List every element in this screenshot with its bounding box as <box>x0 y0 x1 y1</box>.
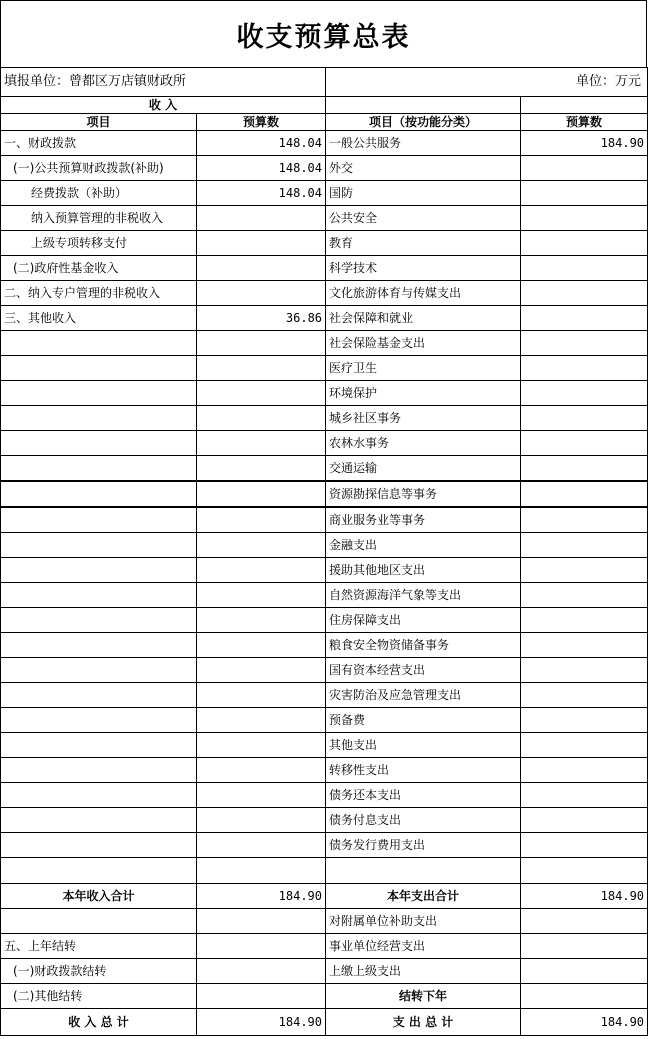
income-grand-total-label: 收 入 总 计 <box>1 1009 197 1036</box>
expense-item-value <box>521 206 648 231</box>
empty-cell <box>197 381 326 406</box>
empty-cell <box>197 858 326 884</box>
empty-cell <box>1 406 197 431</box>
table-row <box>1 431 648 456</box>
expense-total-label: 本年支出合计 <box>326 884 521 909</box>
expense-grand-total-label: 支 出 总 计 <box>326 1009 521 1036</box>
expense-item-value <box>521 281 648 306</box>
expense-item-label: 援助其他地区支出 <box>326 558 521 583</box>
expense-item-value <box>521 306 648 331</box>
expense-item-label: 商业服务业等事务 <box>326 507 521 533</box>
empty-cell <box>197 909 326 934</box>
table-row <box>1 306 648 331</box>
empty-cell <box>1 858 197 884</box>
empty-cell <box>197 507 326 533</box>
empty-cell <box>326 858 521 884</box>
empty-cell <box>197 406 326 431</box>
col-header-amount-right: 预算数 <box>521 114 648 131</box>
table-row <box>1 909 648 934</box>
income-item-value <box>197 256 326 281</box>
expense-extra-label: 事业单位经营支出 <box>326 934 521 959</box>
empty-cell <box>1 658 197 683</box>
empty-cell <box>521 909 648 934</box>
empty-cell <box>197 533 326 558</box>
empty-cell <box>197 733 326 758</box>
empty-cell <box>1 608 197 633</box>
empty-cell <box>1 456 197 482</box>
table-row <box>1 733 648 758</box>
table-row <box>1 281 648 306</box>
table-row <box>1 156 648 181</box>
income-section-header: 收 入 <box>1 97 326 114</box>
table-row <box>1 558 648 583</box>
table-row <box>1 507 648 533</box>
expense-item-label: 债务付息支出 <box>326 808 521 833</box>
empty-cell <box>197 658 326 683</box>
table-row <box>1 206 648 231</box>
empty-cell <box>197 633 326 658</box>
expense-item-value <box>521 558 648 583</box>
empty-cell <box>326 97 521 114</box>
expense-item-value <box>521 331 648 356</box>
empty-cell <box>197 683 326 708</box>
table-row <box>1 608 648 633</box>
empty-cell <box>1 431 197 456</box>
expense-item-label: 社会保障和就业 <box>326 306 521 331</box>
expense-item-label: 粮食安全物资储备事务 <box>326 633 521 658</box>
expense-item-value <box>521 758 648 783</box>
income-item-label: (一)公共预算财政拨款(补助) <box>1 156 197 181</box>
income-total-label: 本年收入合计 <box>1 884 197 909</box>
income-item-value: 148.04 <box>197 156 326 181</box>
empty-cell <box>197 431 326 456</box>
empty-cell <box>1 558 197 583</box>
table-row <box>1 381 648 406</box>
expense-item-value <box>521 231 648 256</box>
table-row <box>1 231 648 256</box>
empty-cell <box>197 758 326 783</box>
page-title: 收支预算总表 <box>0 0 647 67</box>
expense-item-label: 农林水事务 <box>326 431 521 456</box>
carryover-label <box>1 909 197 934</box>
expense-item-value <box>521 406 648 431</box>
empty-cell <box>197 808 326 833</box>
income-item-label: (二)政府性基金收入 <box>1 256 197 281</box>
col-header-amount: 预算数 <box>197 114 326 131</box>
empty-cell <box>197 356 326 381</box>
expense-item-label: 转移性支出 <box>326 758 521 783</box>
expense-item-label: 国有资本经营支出 <box>326 658 521 683</box>
table-row <box>1 758 648 783</box>
empty-cell <box>1 833 197 858</box>
table-row <box>1 181 648 206</box>
empty-cell <box>521 858 648 884</box>
expense-item-value <box>521 633 648 658</box>
expense-item-label: 文化旅游体育与传媒支出 <box>326 281 521 306</box>
expense-item-value <box>521 808 648 833</box>
expense-item-label: 公共安全 <box>326 206 521 231</box>
expense-item-value <box>521 683 648 708</box>
empty-cell <box>521 984 648 1009</box>
grand-total-row <box>1 1009 648 1036</box>
empty-cell <box>1 808 197 833</box>
carryover-label: 五、上年结转 <box>1 934 197 959</box>
empty-cell <box>197 608 326 633</box>
expense-item-value <box>521 583 648 608</box>
income-grand-total-value: 184.90 <box>197 1009 326 1036</box>
table-row <box>1 131 648 156</box>
empty-cell <box>197 783 326 808</box>
expense-item-label: 社会保险基金支出 <box>326 331 521 356</box>
expense-item-label: 教育 <box>326 231 521 256</box>
expense-item-value <box>521 733 648 758</box>
table-row <box>1 808 648 833</box>
expense-total-value: 184.90 <box>521 884 648 909</box>
expense-item-label: 资源勘探信息等事务 <box>326 481 521 507</box>
income-item-value: 148.04 <box>197 181 326 206</box>
empty-cell <box>1 481 197 507</box>
expense-item-label: 债务还本支出 <box>326 783 521 808</box>
expense-item-label: 环境保护 <box>326 381 521 406</box>
table-row <box>1 683 648 708</box>
expense-extra-label: 上缴上级支出 <box>326 959 521 984</box>
empty-cell <box>1 758 197 783</box>
table-row <box>1 533 648 558</box>
expense-item-value <box>521 356 648 381</box>
table-row <box>1 456 648 482</box>
empty-cell <box>521 959 648 984</box>
expense-item-value <box>521 533 648 558</box>
expense-item-value <box>521 481 648 507</box>
expense-item-value <box>521 431 648 456</box>
expense-item-value <box>521 181 648 206</box>
table-row <box>1 708 648 733</box>
empty-cell <box>197 331 326 356</box>
income-item-label: 上级专项转移支付 <box>1 231 197 256</box>
empty-cell <box>1 783 197 808</box>
expense-item-value <box>521 658 648 683</box>
income-item-label: 一、财政拨款 <box>1 131 197 156</box>
empty-cell <box>197 959 326 984</box>
empty-cell <box>197 984 326 1009</box>
expense-item-label: 自然资源海洋气象等支出 <box>326 583 521 608</box>
table-row <box>1 406 648 431</box>
expense-item-value <box>521 256 648 281</box>
reporting-unit: 填报单位：曾都区万店镇财政所 <box>1 68 326 97</box>
empty-cell <box>1 583 197 608</box>
empty-cell <box>197 583 326 608</box>
income-item-value <box>197 231 326 256</box>
expense-item-value <box>521 156 648 181</box>
table-row <box>1 583 648 608</box>
col-header-item: 项目 <box>1 114 197 131</box>
expense-item-value <box>521 381 648 406</box>
expense-item-value <box>521 783 648 808</box>
expense-item-label: 预备费 <box>326 708 521 733</box>
income-item-value: 36.86 <box>197 306 326 331</box>
empty-cell <box>197 456 326 482</box>
table-row <box>1 356 648 381</box>
expense-item-value <box>521 708 648 733</box>
income-item-label: 经费拨款（补助） <box>1 181 197 206</box>
budget-table <box>0 67 648 1036</box>
expense-item-label: 金融支出 <box>326 533 521 558</box>
currency-unit: 单位：万元 <box>326 68 648 97</box>
expense-item-label: 科学技术 <box>326 256 521 281</box>
empty-cell <box>521 934 648 959</box>
empty-cell <box>1 356 197 381</box>
expense-item-label: 交通运输 <box>326 456 521 482</box>
income-item-value <box>197 281 326 306</box>
expense-item-label: 债务发行费用支出 <box>326 833 521 858</box>
empty-cell <box>197 833 326 858</box>
carryover-label: (一)财政拨款结转 <box>1 959 197 984</box>
expense-item-label: 城乡社区事务 <box>326 406 521 431</box>
expense-grand-total-value: 184.90 <box>521 1009 648 1036</box>
income-item-label: 纳入预算管理的非税收入 <box>1 206 197 231</box>
table-row <box>1 256 648 281</box>
expense-extra-label: 结转下年 <box>326 984 521 1009</box>
empty-cell <box>1 683 197 708</box>
empty-cell <box>521 97 648 114</box>
expense-item-label: 外交 <box>326 156 521 181</box>
table-row <box>1 934 648 959</box>
empty-cell <box>1 708 197 733</box>
expense-item-value <box>521 507 648 533</box>
table-row <box>1 658 648 683</box>
expense-extra-label: 对附属单位补助支出 <box>326 909 521 934</box>
table-row <box>1 984 648 1009</box>
col-header-item-func: 项目（按功能分类） <box>326 114 521 131</box>
expense-item-label: 医疗卫生 <box>326 356 521 381</box>
expense-item-label: 国防 <box>326 181 521 206</box>
empty-cell <box>1 733 197 758</box>
empty-cell <box>1 633 197 658</box>
totals-row <box>1 884 648 909</box>
table-row <box>1 783 648 808</box>
empty-cell <box>197 481 326 507</box>
income-item-value <box>197 206 326 231</box>
empty-cell <box>1 381 197 406</box>
table-row <box>1 481 648 507</box>
expense-item-label: 一般公共服务 <box>326 131 521 156</box>
expense-item-value <box>521 456 648 482</box>
expense-item-value: 184.90 <box>521 131 648 156</box>
empty-cell <box>1 331 197 356</box>
empty-cell <box>197 558 326 583</box>
expense-item-value <box>521 608 648 633</box>
expense-item-value <box>521 833 648 858</box>
table-row <box>1 633 648 658</box>
table-row <box>1 858 648 884</box>
empty-cell <box>197 934 326 959</box>
expense-item-label: 灾害防治及应急管理支出 <box>326 683 521 708</box>
empty-cell <box>1 533 197 558</box>
empty-cell <box>1 507 197 533</box>
table-row <box>1 833 648 858</box>
income-item-label: 三、其他收入 <box>1 306 197 331</box>
expense-item-label: 其他支出 <box>326 733 521 758</box>
income-item-value: 148.04 <box>197 131 326 156</box>
empty-cell <box>197 708 326 733</box>
carryover-label: (二)其他结转 <box>1 984 197 1009</box>
expense-item-label: 住房保障支出 <box>326 608 521 633</box>
income-total-value: 184.90 <box>197 884 326 909</box>
table-row <box>1 959 648 984</box>
income-item-label: 二、纳入专户管理的非税收入 <box>1 281 197 306</box>
table-row <box>1 331 648 356</box>
